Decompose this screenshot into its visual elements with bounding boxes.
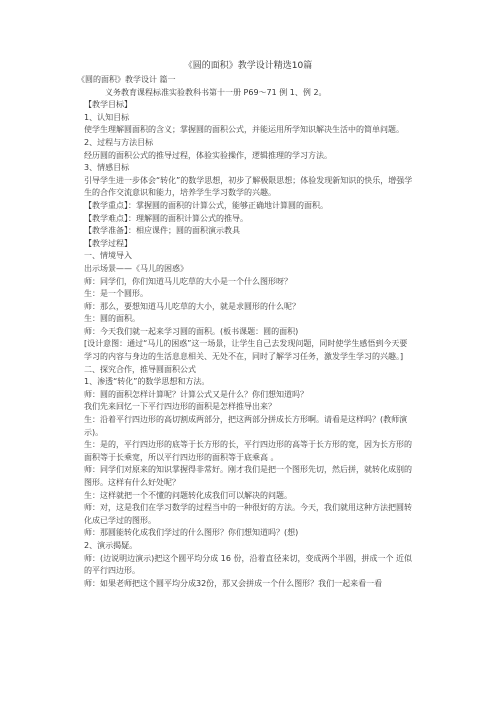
paragraph: 1、认知目标 <box>84 112 130 122</box>
paragraph: 生：这样就把一个不懂的问题转化成我们可以解决的问题。 <box>84 490 292 500</box>
paragraph: 师：对，这是我们在学习数学的过程当中的一种很好的方法。今天，我们就用这种方法把圆转化成已学过的图形。 <box>84 503 412 525</box>
paragraph: 3、情感目标 <box>84 163 130 173</box>
paragraph: 出示场景——《马儿的困惑》 <box>84 263 188 273</box>
paragraph: 师：同学们，你们知道马儿吃草的大小是一个什么图形呀？ <box>84 276 292 286</box>
paragraph: [设计意图：通过“马儿的困惑”这一场景，让学生自己去发现问题，同时使学生感悟到今天要学习的内容与身边的生活息息相关、无处不在，同时了解学习任务，激发学生学习的兴趣。] <box>84 339 408 362</box>
paragraph: 《圆的面积》教学设计 篇一 <box>77 75 176 84</box>
paragraph: 2、过程与方法目标 <box>84 137 154 147</box>
paragraph: 【教学过程】 <box>84 238 132 248</box>
paragraph: 师：那么，要想知道马儿吃草的大小，就是求圆形的什么呢？ <box>84 301 300 311</box>
paragraph: 师：如果老师把这个圆平均分成32份，那又会拼成一个什么图形？我们一起来看一看 <box>84 578 383 588</box>
paragraph: 【教学准备】：相应课件；圆的面积演示教具 <box>84 226 240 236</box>
paragraph: 一、情境导入 <box>84 251 132 261</box>
paragraph: 经历圆的面积公式的推导过程，体验实验操作，逻辑推理的学习方法。 <box>84 150 332 160</box>
paragraph: 【教学重点】：掌握圆的面积的计算公式，能够正确地计算圆的面积。 <box>84 200 328 210</box>
paragraph: 义务教育课程标准实验教科书第十一册 P69～71 例 1、例 2。 <box>105 87 327 97</box>
paragraph: 我们先来回忆一下平行四边形的面积是怎样推导出来？ <box>84 402 276 412</box>
paragraph: 生：是一个圆形。 <box>84 289 148 299</box>
paragraph: 引导学生进一步体会“转化”的数学思想，初步了解极限思想；体验发现新知识的快乐，增强学生的合作交流意识和能力，培养学生学习数学的兴趣。 <box>84 175 413 198</box>
paragraph: 师：(边说明边演示)把这个圆平均分成 16 份，沿着直径来切，变成两个半圆，拼成一个 近似的平行四边形。 <box>84 553 413 576</box>
paragraph: 师：同学们对原来的知识掌握得非常好。刚才我们是把一个图形先切，然后拼，就转化成别的图形。这样有什么好处呢？ <box>84 465 412 487</box>
document-body <box>77 74 415 590</box>
paragraph: 师：那圆能转化成我们学过的什么图形？你们想知道吗？(想) <box>84 528 299 538</box>
paragraph: 1、渗透“转化”的数学思想和方法。 <box>84 377 210 387</box>
paragraph: 师：今天我们就一起来学习圆的面积。(板书课题：圆的面积) <box>84 326 299 336</box>
paragraph: 【教学目标】 <box>84 100 132 110</box>
paragraph: 二、探究合作，推导圆面积公式 <box>84 364 196 374</box>
paragraph: 使学生理解圆面积的含义；掌握圆的面积公式，并能运用所学知识解决生活中的简单问题。 <box>84 125 404 135</box>
paragraph: 生：是的，平行四边形的底等于长方形的长，平行四边形的高等于长方形的宽，因为长方形的面积等于长乘宽，所以平行四边形的面积等于底乘高 。 <box>84 440 412 462</box>
paragraph: 生：圆的面积。 <box>84 314 140 324</box>
document-title: 《圆的面积》教学设计精选10篇 <box>183 61 313 71</box>
paragraph: 【教学难点】：理解圆的面积计算公式的推导。 <box>84 213 248 223</box>
paragraph: 师：圆的面积怎样计算呢？计算公式又是什么？你们想知道吗？ <box>84 389 308 399</box>
paragraph: 2、演示揭疑。 <box>84 540 138 550</box>
paragraph: 生：沿着平行四边形的高切割成两部分，把这两部分拼成长方形啊。请看是这样吗？(教师演示)。 <box>84 415 408 437</box>
